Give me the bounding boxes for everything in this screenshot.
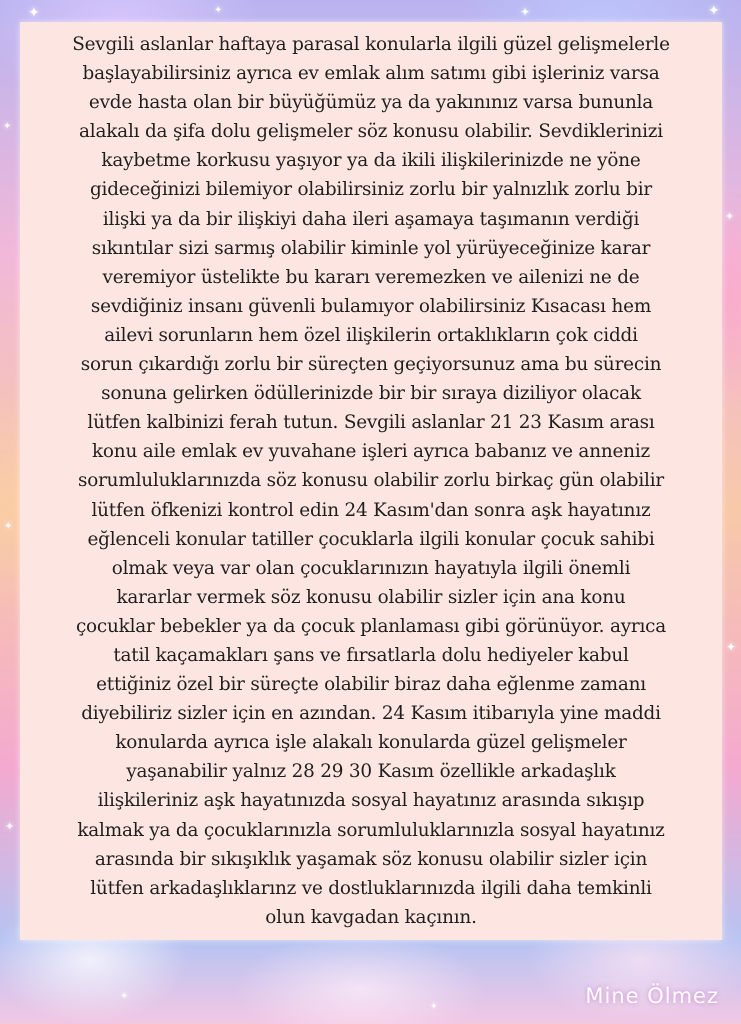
sparkle-icon: ✦ [708,3,720,19]
sparkle-icon: ✦ [214,5,223,16]
sparkle-icon: ✦ [726,640,737,654]
sparkle-icon: ✦ [120,991,129,1002]
sparkle-icon: ✦ [4,521,13,532]
author-signature: Mine Ölmez [585,984,719,1008]
sparkle-icon: ✦ [3,121,12,132]
sparkle-icon: ✦ [520,5,531,19]
sparkle-icon: ✦ [28,5,40,21]
sparkle-icon: ✦ [725,210,735,223]
sparkle-icon: ✦ [5,820,15,833]
sparkle-icon: ✦ [430,1002,438,1012]
text-card [20,22,722,940]
post-body-text: Sevgili aslanlar haftaya parasal konularla ilgili güzel gelişmelerle başlayabilirsiniz ayrıca ev emlak alım satımı gibi işleriniz varsa evde hasta olan bir büyüğümüz ya da yakınınız varsa bununla alakalı da şifa dolu gelişmeler söz konusu olabilir. Sevdiklerinizi kaybetme korkusu yaşıyor ya da ikili ilişkilerinizde ne yöne gideceğinizi bilemiyor olabilirsiniz zorlu bir yalnızlık zorlu bir ilişki ya da bir ilişkiyi daha ileri aşamaya taşımanın verdiği sıkıntılar sizi sarmış olabilir kiminle yol yürüyeceğinize karar veremiyor üstelikte bu kararı veremezken ve ailenizi ne de sevdiğiniz insanı güvenli bulamıyor olabilirsiniz Kısacası hem ailevi sorunların hem özel ilişkilerin ortaklıkların çok ciddi sorun çıkardığı zorlu bir süreçten geçiyorsunuz ama bu sürecin sonuna gelirken ödüllerinizde bir bir sıraya diziliyor olacak lütfen kalbinizi ferah tutun. Sevgili aslanlar 21 23 Kasım arası konu aile emlak ev yuvahane işleri ayrıca babanız ve anneniz sorumluluklarınızda söz konusu olabilir zorlu birkaç gün olabilir lütfen öfkenizi kontrol edin 24 Kasım'dan sonra aşk hayatınız eğlenceli konular tatiller çocuklarla ilgili konular çocuk sahibi olmak veya var olan çocuklarınızın hayatıyla ilgili önemli kararlar vermek söz konusu olabilir sizler için ana konu çocuklar bebekler ya da çocuk planlaması gibi görünüyor. ayrıca tatil kaçamakları şans ve fırsatlarla dolu hediyeler kabul ettiğiniz özel bir süreçte olabilir biraz daha eğlenme zamanı diyebiliriz sizler için en azından. 24 Kasım itibarıyla yine maddi konularda ayrıca işle alakalı konularda güzel gelişmeler yaşanabilir yalnız 28 29 30 Kasım özellikle arkadaşlık ilişkileriniz aşk hayatınızda sosyal hayatınız arasında sıkışıp kalmak ya da çocuklarınızla sorumluluklarınızla sosyal hayatınız arasında bir sıkışıklık yaşamak söz konusu olabilir sizler için lütfen arkadaşlıklarınz ve dostluklarınızda ilgili daha temkinli olun kavgadan kaçının. [72,34,670,928]
